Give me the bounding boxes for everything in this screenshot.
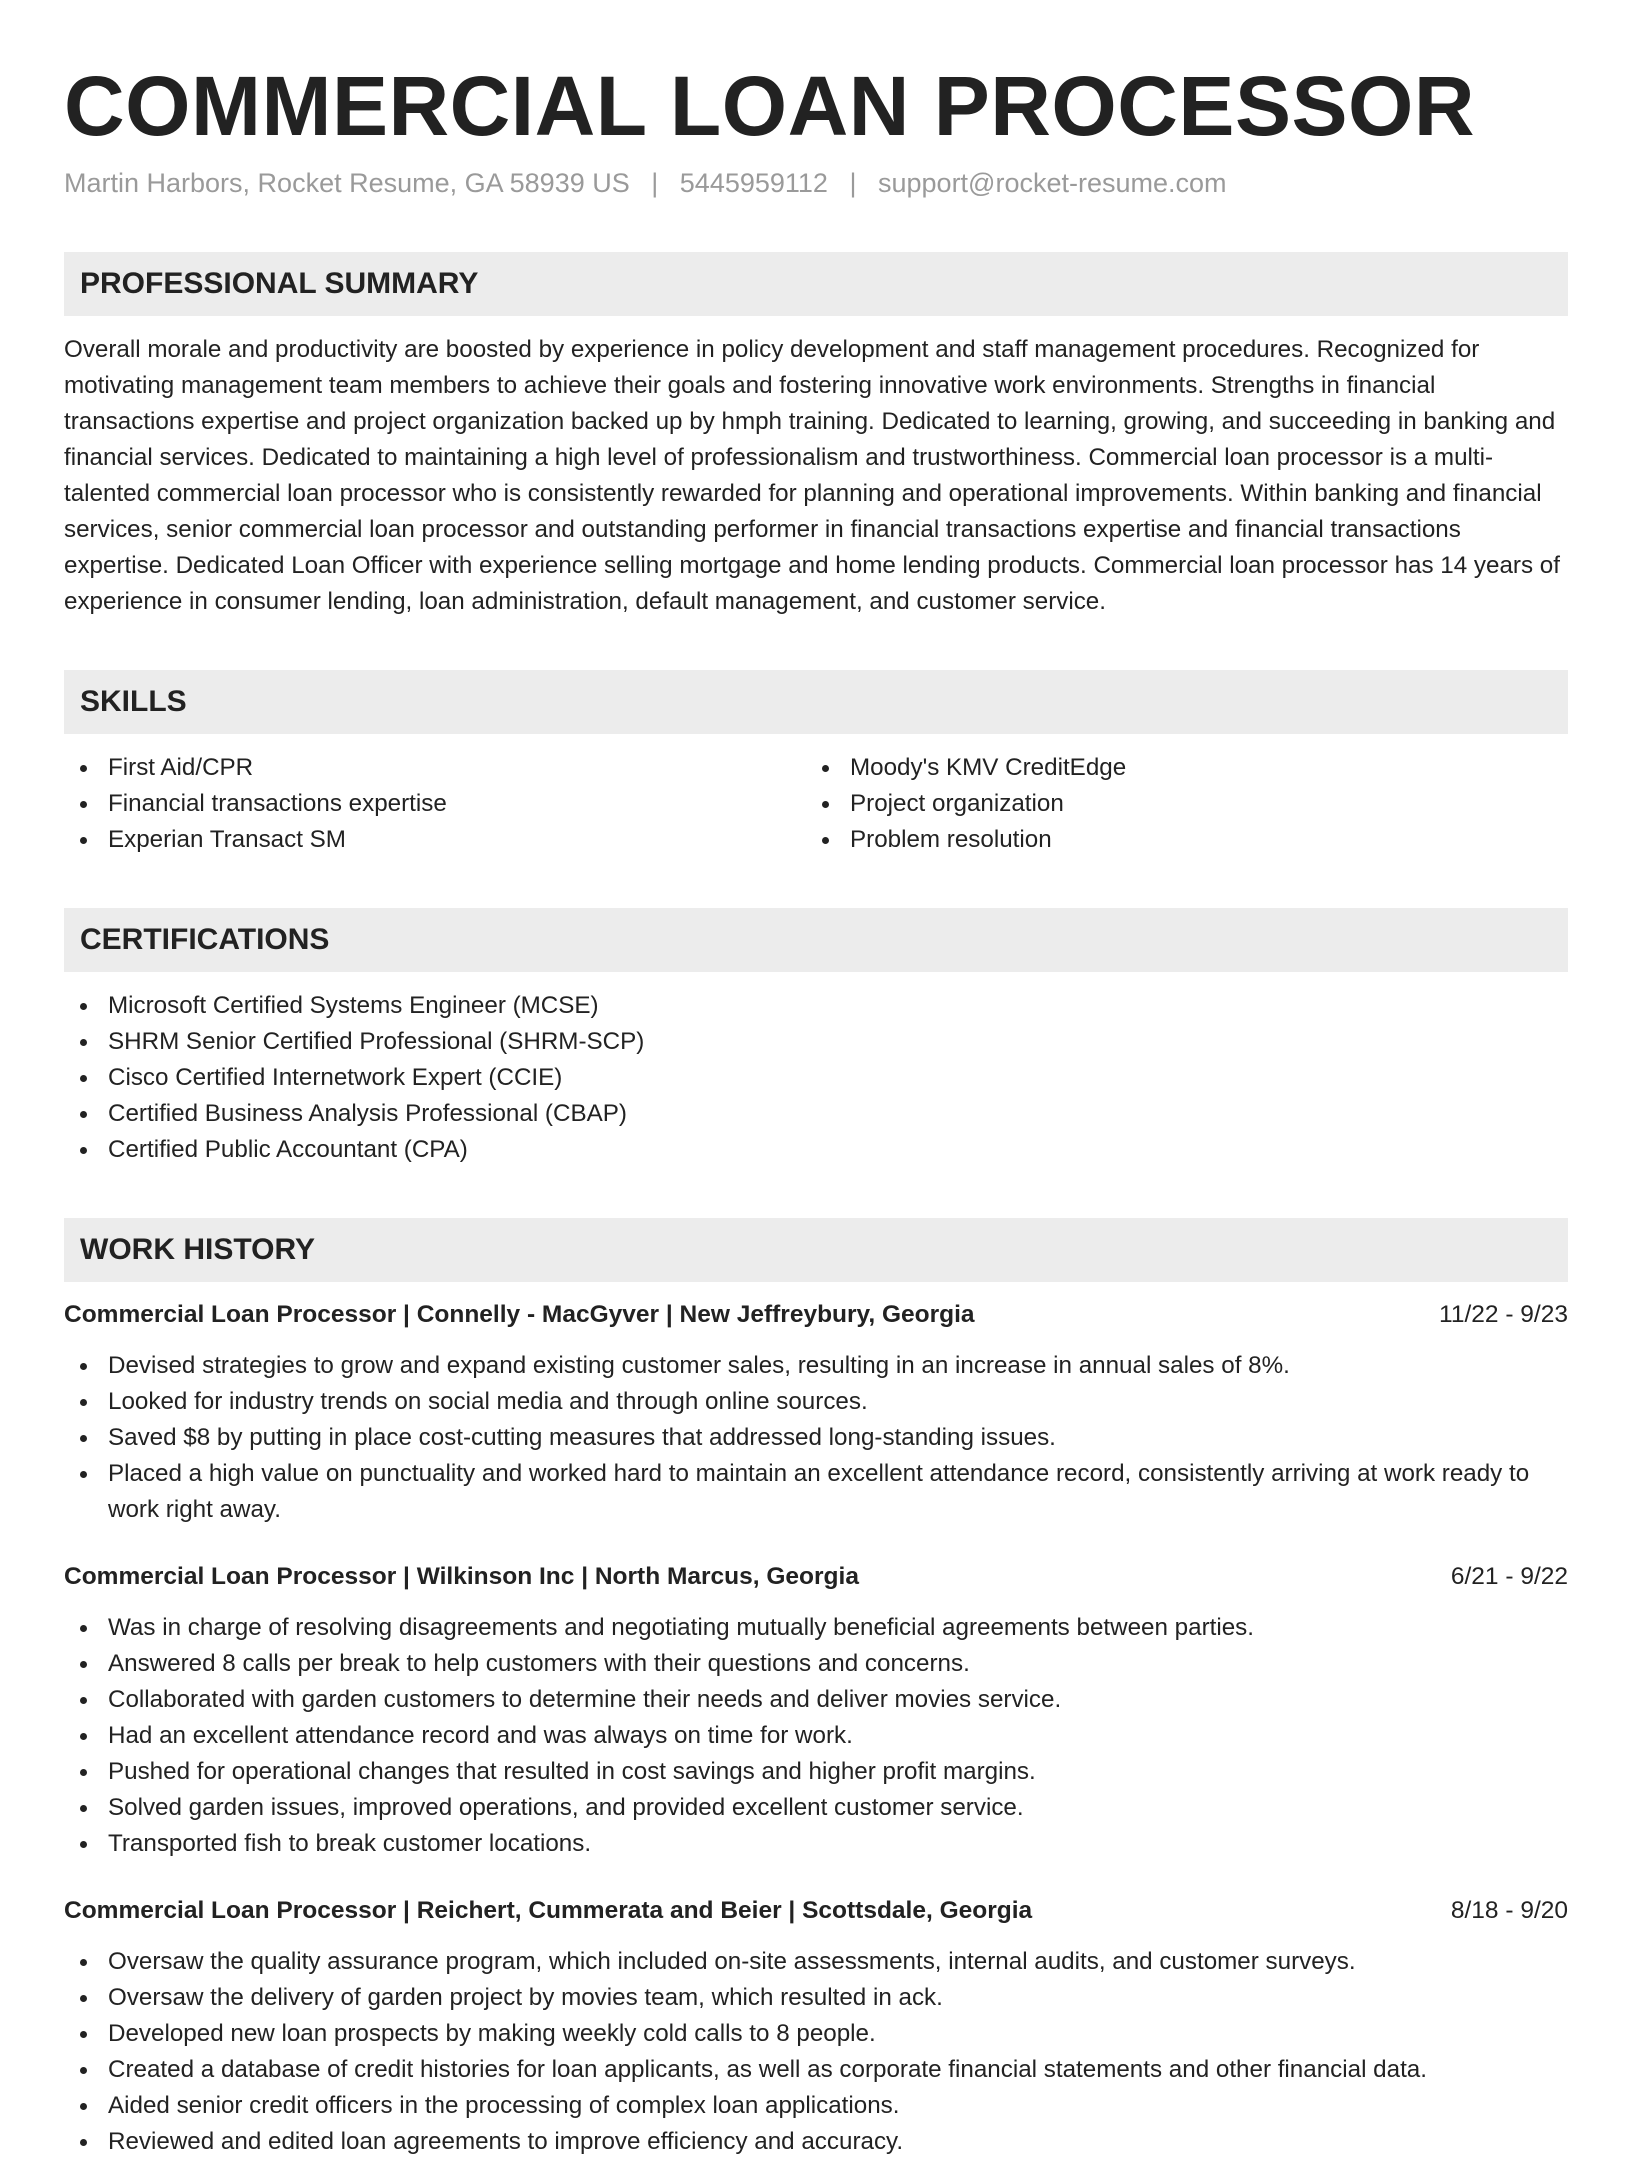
job-header: [64, 1298, 1568, 1332]
contact-line: [64, 166, 1568, 200]
certification-item: SHRM Senior Certified Professional (SHRM-SCP): [64, 1024, 1568, 1060]
summary-text: Overall morale and productivity are boosted by experience in policy development and staff management procedures. Recognized for motivating management team members to achieve their goals and fostering innovative work environments. Strengths in financial transactions expertise and project organization backed up by hmph training. Dedicated to learning, growing, and succeeding in banking and financial services. Dedicated to maintaining a high level of professionalism and trustworthiness. Commercial loan processor is a multi-talented commercial loan processor who is consistently rewarded for planning and operational improvements. Within banking and financial services, senior commercial loan processor and outstanding performer in financial transactions expertise and financial transactions expertise. Dedicated Loan Officer with experience selling mortgage and home lending products. Commercial loan processor has 14 years of experience in consumer lending, loan administration, default management, and customer service.: [64, 336, 1560, 615]
contact-separator: |: [651, 168, 659, 198]
job-title: Commercial Loan Processor | Connelly - MacGyver | New Jeffreybury, Georgia: [64, 1301, 975, 1328]
job-bullet: Reviewed and edited loan agreements to improve efficiency and accuracy.: [64, 2124, 1568, 2160]
job-header: [64, 1894, 1568, 1928]
job-bullet: Placed a high value on punctuality and worked hard to maintain an excellent attendance record, consistently arriving at work ready to work right away.: [64, 1456, 1568, 1528]
job-bullet: Solved garden issues, improved operations, and provided excellent customer service.: [64, 1790, 1568, 1826]
job-bullet: Pushed for operational changes that resulted in cost savings and higher profit margins.: [64, 1754, 1568, 1790]
job-bullet: Saved $8 by putting in place cost-cutting measures that addressed long-standing issues.: [64, 1420, 1568, 1456]
job-entry: [64, 1560, 1568, 1862]
job-bullet: Transported fish to break customer locations.: [64, 1826, 1568, 1862]
certifications-heading: CERTIFICATIONS: [64, 908, 1568, 972]
skills-list: [64, 750, 1568, 858]
skill-item: Problem resolution: [806, 822, 1548, 858]
job-bullet: Oversaw the quality assurance program, which included on-site assessments, internal audits, and customer surveys.: [64, 1944, 1568, 1980]
job-bullet: Developed new loan prospects by making weekly cold calls to 8 people.: [64, 2016, 1568, 2052]
job-bullet: Oversaw the delivery of garden project by movies team, which resulted in ack.: [64, 1980, 1568, 2016]
certification-item: Microsoft Certified Systems Engineer (MCSE): [64, 988, 1568, 1024]
skills-column-left: [64, 750, 806, 858]
job-bullet: Looked for industry trends on social media and through online sources.: [64, 1384, 1568, 1420]
job-entry: [64, 1894, 1568, 2160]
job-bullet: Had an excellent attendance record and was always on time for work.: [64, 1718, 1568, 1754]
summary-heading: PROFESSIONAL SUMMARY: [64, 252, 1568, 316]
skill-item: First Aid/CPR: [64, 750, 806, 786]
job-bullet: Was in charge of resolving disagreements and negotiating mutually beneficial agreements between parties.: [64, 1610, 1568, 1646]
contact-email: support@rocket-resume.com: [878, 168, 1227, 198]
job-bullet: Created a database of credit histories for loan applicants, as well as corporate financial statements and other financial data.: [64, 2052, 1568, 2088]
certification-item: Cisco Certified Internetwork Expert (CCIE): [64, 1060, 1568, 1096]
certification-item: Certified Public Accountant (CPA): [64, 1132, 1568, 1168]
job-header: [64, 1560, 1568, 1594]
skills-column-right: [806, 750, 1548, 858]
job-dates: 6/21 - 9/22: [1450, 1563, 1568, 1590]
job-bullet: Aided senior credit officers in the processing of complex loan applications.: [64, 2088, 1568, 2124]
contact-phone: 5445959112: [679, 168, 828, 198]
job-bullets: [64, 1348, 1568, 1528]
job-dates: 8/18 - 9/20: [1450, 1897, 1568, 1924]
job-entry: [64, 1298, 1568, 1528]
job-dates: 11/22 - 9/23: [1439, 1301, 1568, 1328]
skills-heading: SKILLS: [64, 670, 1568, 734]
job-title: Commercial Loan Processor | Wilkinson Inc | North Marcus, Georgia: [64, 1563, 859, 1590]
skill-item: Financial transactions expertise: [64, 786, 806, 822]
job-bullets: [64, 1610, 1568, 1862]
skill-item: Project organization: [806, 786, 1548, 822]
resume-title: COMMERCIAL LOAN PROCESSOR: [64, 59, 1476, 153]
certification-item: Certified Business Analysis Professional (CBAP): [64, 1096, 1568, 1132]
certifications-list: [64, 988, 1568, 1168]
job-bullet: Answered 8 calls per break to help customers with their questions and concerns.: [64, 1646, 1568, 1682]
job-bullet: Devised strategies to grow and expand existing customer sales, resulting in an increase in annual sales of 8%.: [64, 1348, 1568, 1384]
job-bullets: [64, 1944, 1568, 2160]
job-bullet: Collaborated with garden customers to determine their needs and deliver movies service.: [64, 1682, 1568, 1718]
work-history-heading: WORK HISTORY: [64, 1218, 1568, 1282]
resume-page: [64, 0, 1568, 2160]
contact-address: Martin Harbors, Rocket Resume, GA 58939 US: [64, 168, 630, 198]
skill-item: Experian Transact SM: [64, 822, 806, 858]
contact-separator: |: [849, 168, 857, 198]
skill-item: Moody's KMV CreditEdge: [806, 750, 1548, 786]
job-title: Commercial Loan Processor | Reichert, Cummerata and Beier | Scottsdale, Georgia: [64, 1897, 1033, 1924]
